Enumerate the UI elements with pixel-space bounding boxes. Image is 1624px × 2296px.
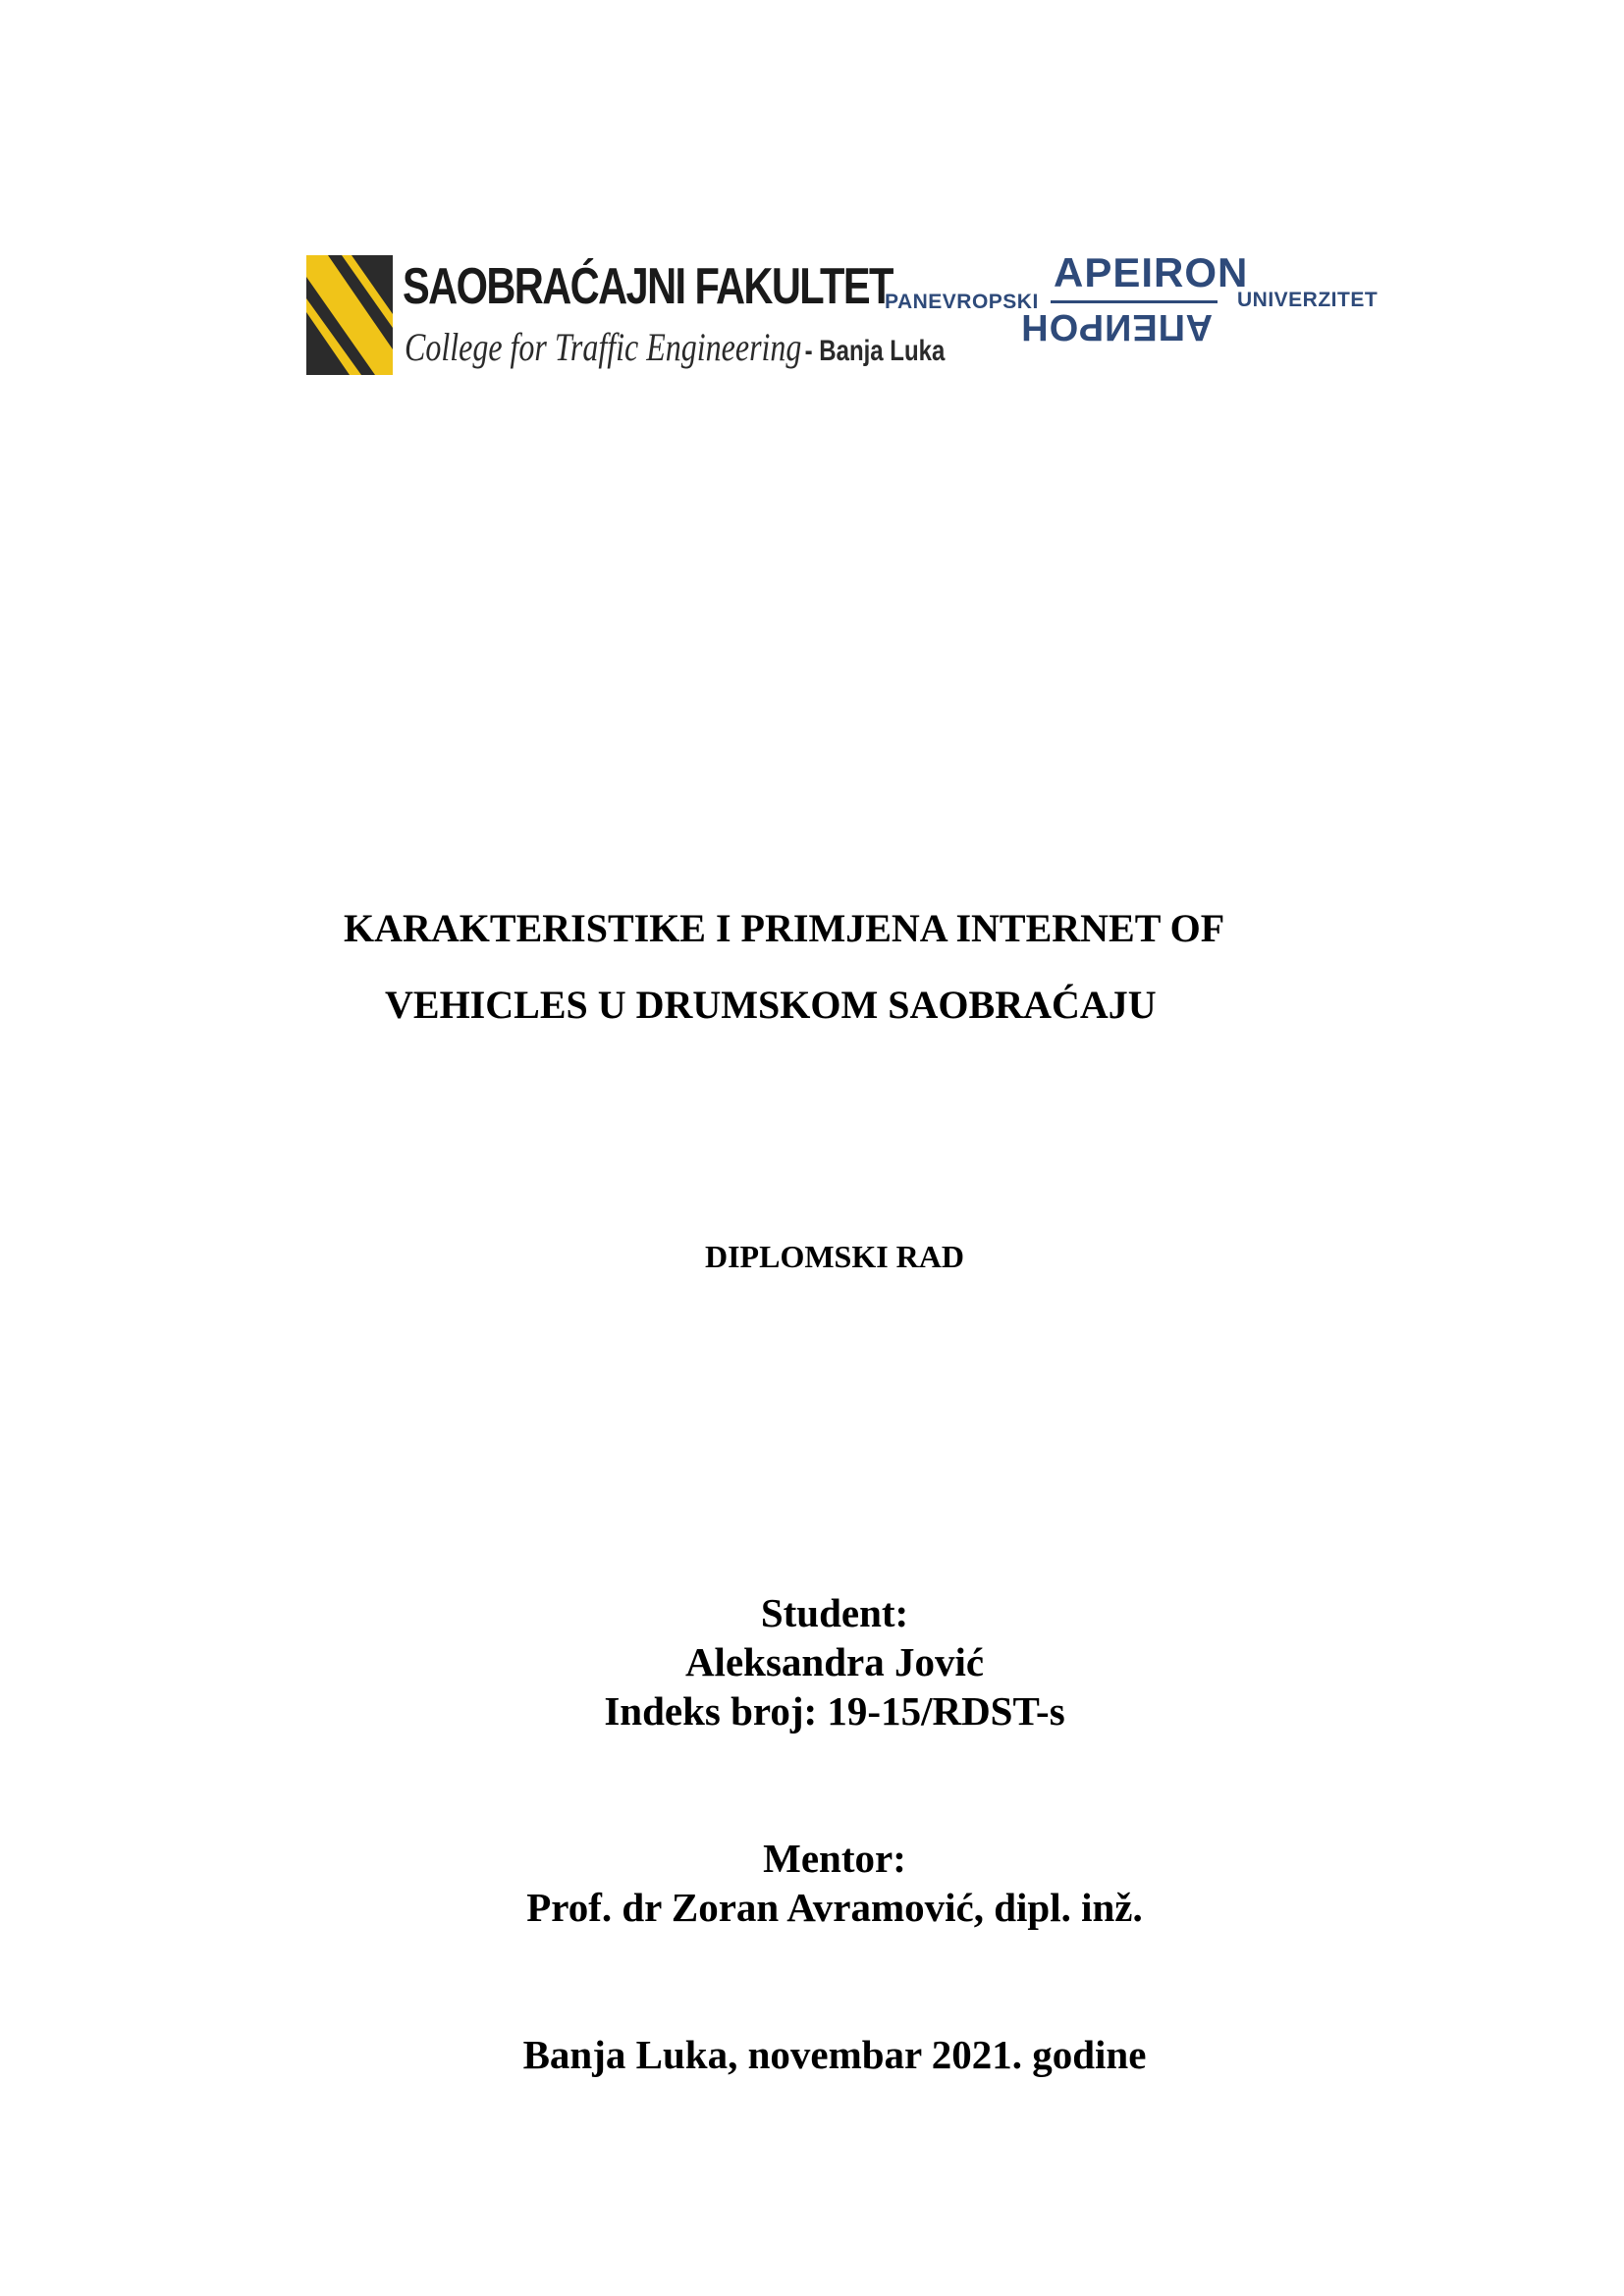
student-label: Student: <box>760 1590 909 1635</box>
faculty-name: SAOBRAĆAJNI FAKULTET <box>403 258 893 315</box>
university-top-word: APEIRON <box>1054 249 1249 295</box>
mentor-label: Mentor: <box>763 1836 906 1881</box>
mentor-block <box>0 1834 1624 1932</box>
university-right-word: UNIVERZITET <box>1237 289 1379 311</box>
faculty-subtitle-city: - Banja Luka <box>804 335 946 367</box>
student-block <box>0 1588 1624 1735</box>
faculty-subtitle <box>405 324 945 370</box>
faculty-subtitle-text: College for Traffic Engineering <box>405 325 802 369</box>
thesis-title <box>295 890 1375 1043</box>
thesis-title-line-1: KARAKTERISTIKE I PRIMJENA INTERNET OF <box>344 906 1225 950</box>
faculty-logo <box>285 234 946 389</box>
university-logo <box>879 247 1389 355</box>
thesis-type: DIPLOMSKI RAD <box>704 1239 964 1274</box>
place-date: Banja Luka, novembar 2021. godine <box>522 2032 1147 2077</box>
student-name: Aleksandra Jović <box>684 1639 985 1684</box>
university-divider <box>1051 300 1218 303</box>
student-index: Indeks broj: 19-15/RDST-s <box>604 1688 1065 1734</box>
thesis-title-line-2: VEHICLES U DRUMSKOM SAOBRAĆAJU <box>385 983 1157 1027</box>
university-left-word: PANEVROPSKI <box>885 291 1039 313</box>
road-mark-icon <box>306 255 393 375</box>
mentor-name: Prof. dr Zoran Avramović, dipl. inž. <box>526 1885 1143 1930</box>
university-bottom-word: АПЕИРОН <box>1020 306 1213 347</box>
